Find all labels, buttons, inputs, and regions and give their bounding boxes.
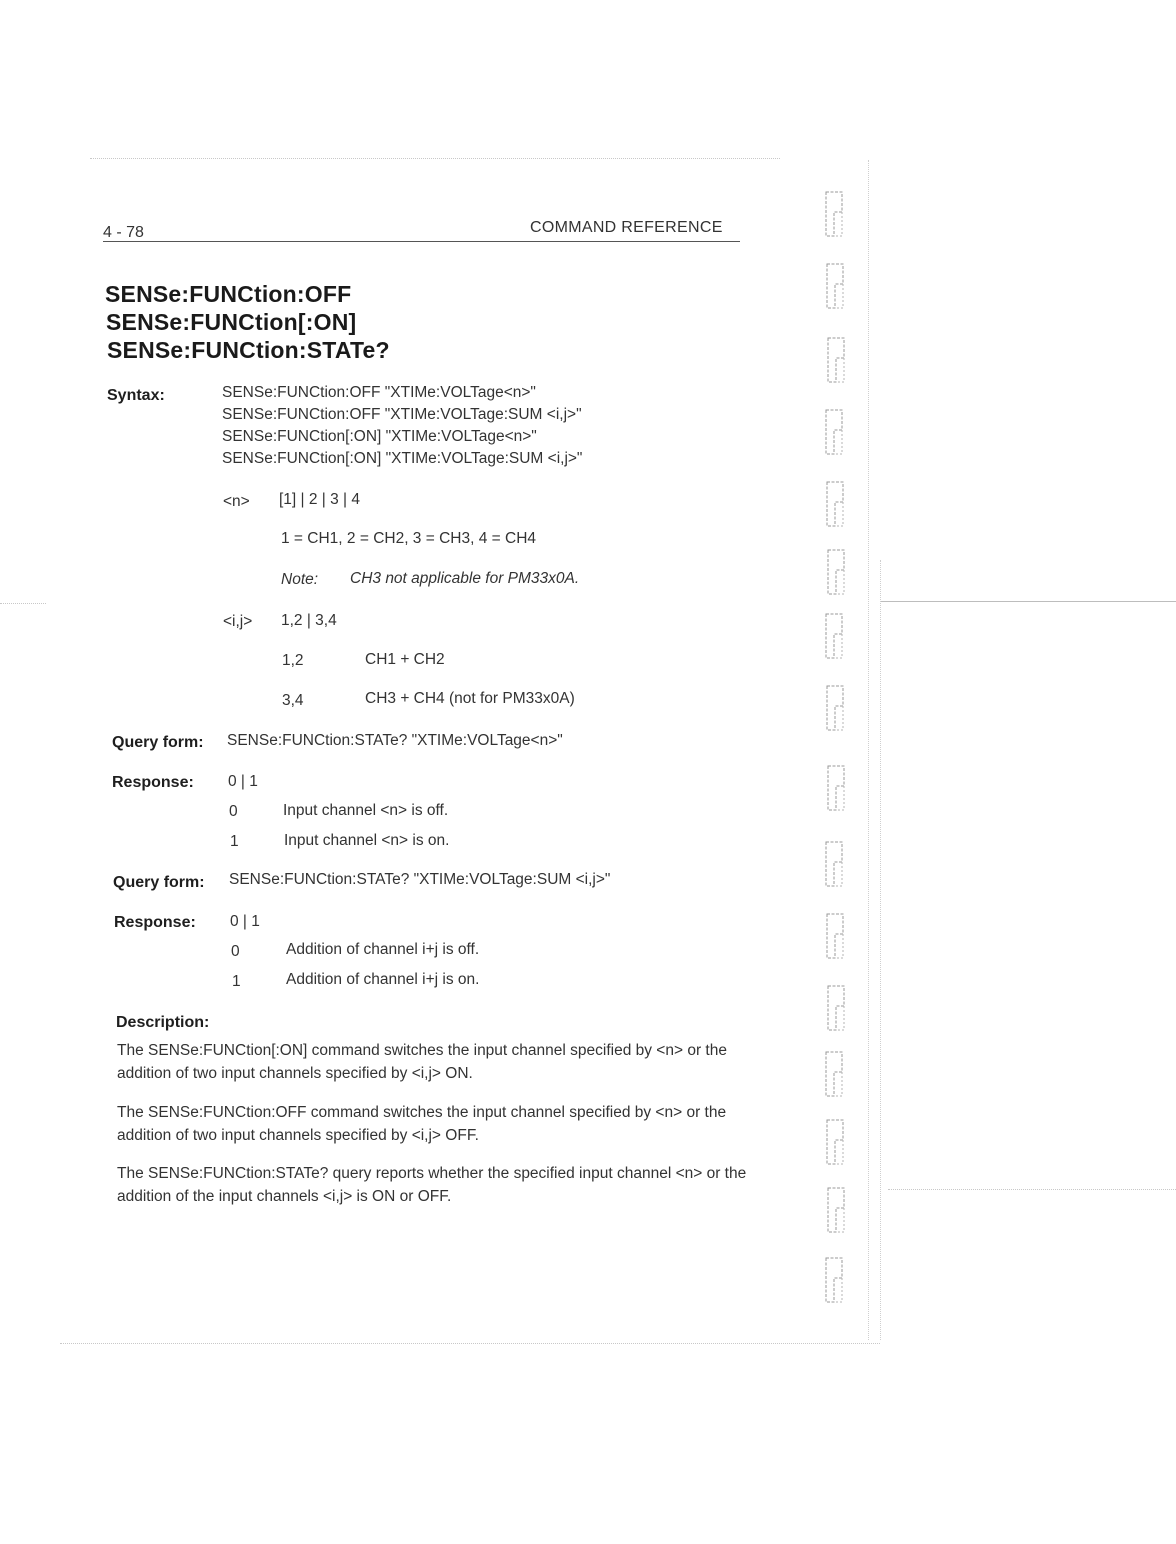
binder-ring-icon — [826, 764, 848, 814]
ij-option-desc: CH1 + CH2 — [365, 651, 445, 668]
binder-ring-icon — [825, 1118, 847, 1168]
query-form-text: SENSe:FUNCtion:STATe? "XTIMe:VOLTage:SUM <i,j>" — [229, 871, 611, 888]
binder-ring-icon — [826, 336, 848, 386]
syntax-line: SENSe:FUNCtion[:ON] "XTIMe:VOLTage:SUM <i,j>" — [222, 450, 583, 467]
binder-ring-icon — [824, 612, 846, 662]
param-n-values: [1] | 2 | 3 | 4 — [279, 491, 361, 508]
syntax-label: Syntax: — [107, 387, 165, 404]
command-title-off: SENSe:FUNCtion:OFF — [105, 281, 352, 307]
response-label: Response: — [112, 774, 194, 791]
response-values: 0 | 1 — [230, 913, 260, 930]
response-item-key: 1 — [230, 833, 239, 850]
header-rule — [103, 241, 740, 242]
scan-artifact-bottom-line — [60, 1343, 880, 1344]
binder-ring-icon — [824, 408, 846, 458]
scan-artifact-right-line — [880, 601, 1176, 602]
response-item-key: 0 — [231, 943, 240, 960]
param-n-mapping: 1 = CH1, 2 = CH2, 3 = CH3, 4 = CH4 — [281, 530, 537, 547]
running-header: COMMAND REFERENCE — [530, 219, 723, 236]
note-label: Note: — [281, 571, 319, 588]
syntax-line: SENSe:FUNCtion:OFF "XTIMe:VOLTage:SUM <i,j>" — [222, 406, 582, 423]
param-ij-values: 1,2 | 3,4 — [281, 612, 337, 629]
command-title-on: SENSe:FUNCtion[:ON] — [106, 309, 357, 335]
param-n: <n> — [223, 493, 250, 510]
response-item-desc: Input channel <n> is on. — [284, 832, 450, 849]
syntax-line: SENSe:FUNCtion[:ON] "XTIMe:VOLTage<n>" — [222, 428, 537, 445]
response-values: 0 | 1 — [228, 773, 258, 790]
query-form-label: Query form: — [113, 874, 205, 891]
binder-edge-line-2 — [880, 560, 881, 1340]
binder-ring-icon — [826, 984, 848, 1034]
response-label: Response: — [114, 914, 196, 931]
binder-ring-icon — [825, 912, 847, 962]
binder-edge-line — [868, 160, 869, 1340]
query-form-label: Query form: — [112, 734, 204, 751]
binder-ring-icon — [825, 262, 847, 312]
binder-ring-icon — [826, 1186, 848, 1236]
ij-option-key: 3,4 — [282, 692, 304, 709]
binder-ring-icon — [825, 684, 847, 734]
description-paragraph: The SENSe:FUNCtion:STATe? query reports whether the specified input channel <n> or the addition of the input channels <i,j> is ON or OFF. — [117, 1165, 747, 1205]
binder-ring-icon — [824, 840, 846, 890]
response-item-desc: Input channel <n> is off. — [283, 802, 449, 819]
binder-ring-icon — [825, 480, 847, 530]
description-paragraph: The SENSe:FUNCtion:OFF command switches the input channel specified by <n> or the addition of two input channels specified by <i,j> OFF. — [117, 1104, 727, 1144]
description-paragraph: The SENSe:FUNCtion[:ON] command switches the input channel specified by <n> or the addition of two input channels specified by <i,j> ON. — [117, 1042, 727, 1082]
response-item-key: 1 — [232, 973, 241, 990]
binder-ring-icon — [826, 548, 848, 598]
binder-ring-icon — [824, 190, 846, 240]
query-form-text: SENSe:FUNCtion:STATe? "XTIMe:VOLTage<n>" — [227, 732, 563, 749]
binder-ring-icon — [824, 1050, 846, 1100]
note-text: CH3 not applicable for PM33x0A. — [350, 570, 580, 587]
scan-artifact-left-line — [0, 603, 46, 604]
scan-artifact-right-line-2 — [888, 1189, 1176, 1190]
response-item-key: 0 — [229, 803, 238, 820]
response-item-desc: Addition of channel i+j is on. — [286, 971, 480, 988]
scan-artifact-top-line — [90, 158, 780, 159]
command-title-state: SENSe:FUNCtion:STATe? — [107, 337, 390, 363]
param-ij: <i,j> — [223, 613, 253, 630]
ij-option-key: 1,2 — [282, 652, 304, 669]
binder-ring-icon — [824, 1256, 846, 1306]
description-label: Description: — [116, 1014, 210, 1031]
syntax-line: SENSe:FUNCtion:OFF "XTIMe:VOLTage<n>" — [222, 384, 536, 401]
page-number: 4 - 78 — [103, 224, 144, 241]
response-item-desc: Addition of channel i+j is off. — [286, 941, 480, 958]
ij-option-desc: CH3 + CH4 (not for PM33x0A) — [365, 690, 575, 707]
